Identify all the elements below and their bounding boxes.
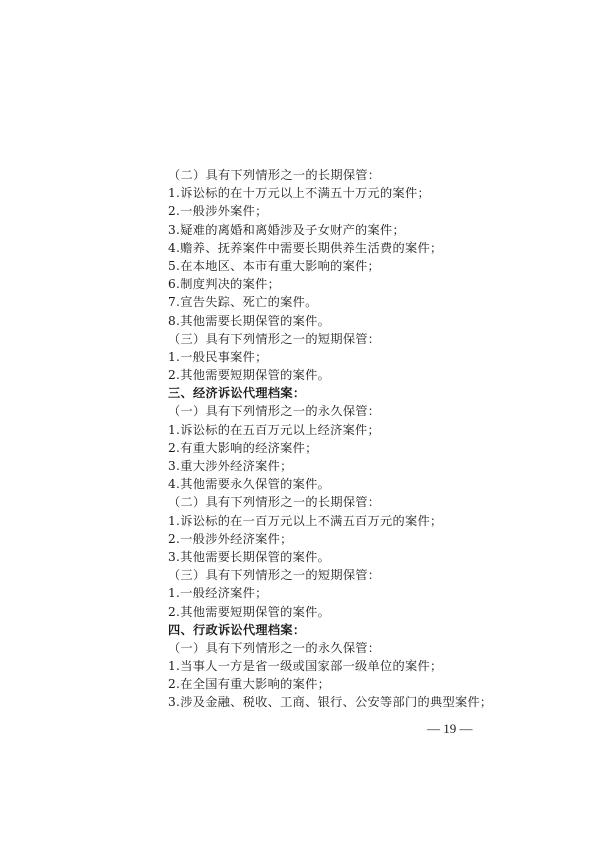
list-item: 4.其他需要永久保管的案件。: [168, 477, 331, 492]
list-item: 7.宣告失踪、死亡的案件。: [168, 295, 318, 310]
list-item: 1.诉讼标的在十万元以上不满五十万元的案件；: [168, 186, 430, 201]
list-item: 1.当事人一方是省一级或国家部一级单位的案件；: [168, 659, 443, 674]
list-item: 2.一般涉外经济案件；: [168, 531, 293, 546]
list-item: 3.重大涉外经济案件；: [168, 459, 293, 473]
list-item: 2.有重大影响的经济案件；: [168, 440, 318, 455]
list-item: 2.其他需要短期保管的案件。: [168, 604, 331, 619]
section-heading-administrative: 四、行政诉讼代理档案：: [168, 622, 306, 637]
list-item: 8.其他需要长期保管的案件。: [168, 313, 331, 328]
subsection-permanent-administrative: （一）具有下列情形之一的永久保管：: [168, 640, 381, 655]
list-item: 2.一般涉外案件；: [168, 204, 268, 219]
list-item: 1.诉讼标的在一百万元以上不满五百万元的案件；: [168, 513, 443, 528]
list-item: 3.疑难的离婚和离婚涉及子女财产的案件；: [168, 222, 406, 237]
list-item: 4.赡养、抚养案件中需要长期供养生活费的案件；: [168, 240, 443, 255]
list-item: 3.涉及金融、税收、工商、银行、公安等部门的典型案件；: [168, 695, 493, 710]
section-heading-economic: 三、经济诉讼代理档案：: [168, 386, 306, 401]
page-number: — 19 —: [427, 721, 473, 736]
list-item: 6.制度判决的案件；: [168, 277, 281, 292]
list-item: 2.其他需要短期保管的案件。: [168, 368, 331, 383]
list-item: 3.其他需要长期保管的案件。: [168, 549, 331, 564]
list-item: 5.在本地区、本市有重大影响的案件；: [168, 258, 381, 273]
subsection-long-term-civil: （二）具有下列情形之一的长期保管：: [168, 168, 381, 182]
subsection-short-term-economic: （三）具有下列情形之一的短期保管：: [168, 568, 381, 583]
list-item: 1.诉讼标的在五百万元以上经济案件；: [168, 422, 381, 437]
list-item: 1.一般民事案件；: [168, 349, 268, 364]
subsection-permanent-economic: （一）具有下列情形之一的永久保管：: [168, 404, 381, 419]
subsection-short-term-civil: （三）具有下列情形之一的短期保管：: [168, 331, 381, 346]
list-item: 2.在全国有重大影响的案件；: [168, 677, 331, 692]
subsection-long-term-economic: （二）具有下列情形之一的长期保管：: [168, 495, 381, 510]
document-body: [168, 166, 568, 712]
list-item: 1.一般经济案件；: [168, 586, 268, 601]
